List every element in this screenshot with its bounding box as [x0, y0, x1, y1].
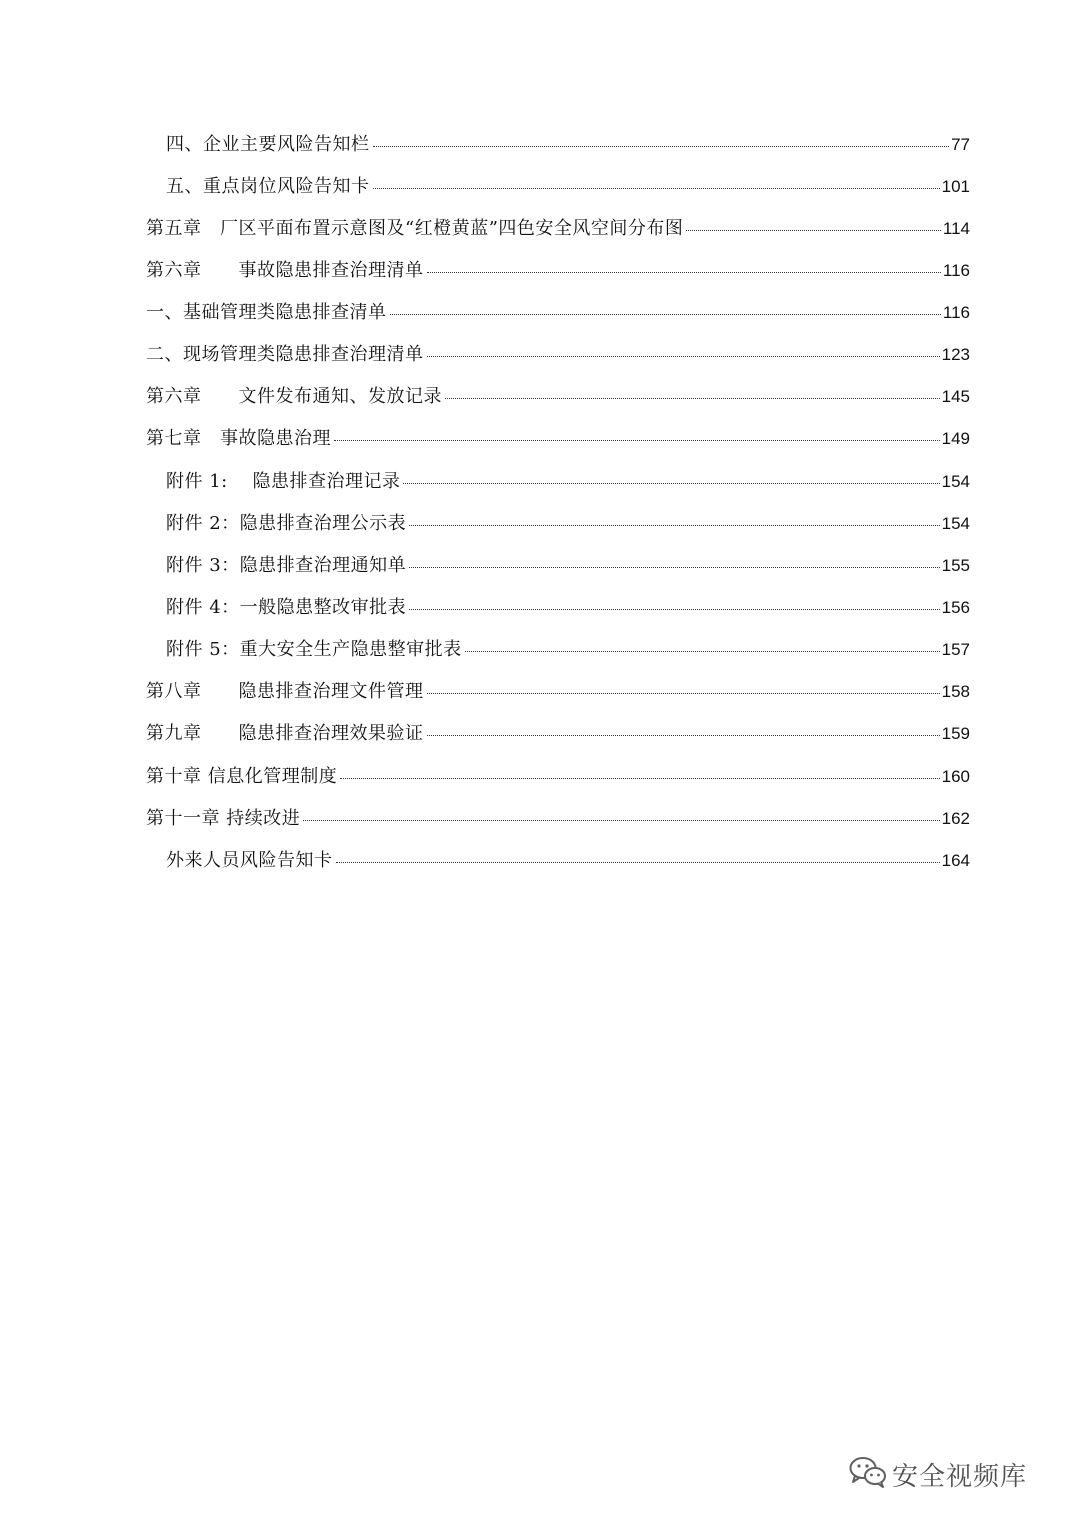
wechat-icon — [848, 1454, 892, 1494]
toc-entry — [0, 215, 1080, 243]
toc-dot-leader — [427, 735, 940, 736]
wechat-watermark — [848, 1452, 1027, 1496]
toc-dot-leader — [409, 609, 939, 610]
toc-entry-page: 158 — [941, 682, 970, 701]
toc-dot-leader — [390, 314, 941, 315]
toc-entry-page: 101 — [941, 177, 970, 196]
toc-entry — [0, 720, 1080, 748]
toc-entry-page: 145 — [941, 387, 970, 406]
toc-entry-page: 157 — [941, 640, 970, 659]
toc-entry-page: 160 — [941, 767, 970, 786]
toc-dot-leader — [409, 525, 939, 526]
toc-entry-title: 第九章 隐患排查治理效果验证 — [146, 723, 424, 744]
toc-entry — [0, 383, 1080, 411]
toc-entry-title: 第七章 事故隐患治理 — [146, 428, 331, 449]
toc-entry-page: 77 — [951, 135, 970, 154]
toc-dot-leader — [403, 483, 939, 484]
toc-entry — [0, 425, 1080, 453]
toc-entry-title: 第六章 事故隐患排查治理清单 — [146, 260, 424, 281]
toc-entry-page: 149 — [941, 429, 970, 448]
toc-entry — [0, 510, 1080, 538]
toc-entry — [0, 341, 1080, 369]
toc-entry-title: 第五章 厂区平面布置示意图及“红橙黄蓝”四色安全风空间分布图 — [146, 218, 684, 239]
toc-entry — [0, 594, 1080, 622]
toc-entry-page: 155 — [941, 556, 970, 575]
toc-entry-title: 四、企业主要风险告知栏 — [166, 134, 370, 155]
toc-entry-title: 外来人员风险告知卡 — [166, 850, 333, 871]
toc-entry-title: 一、基础管理类隐患排查清单 — [146, 302, 387, 323]
toc-entry-page: 164 — [941, 851, 970, 870]
toc-entry-title: 五、重点岗位风险告知卡 — [166, 176, 370, 197]
toc-entry-page: 116 — [942, 303, 970, 322]
toc-entry — [0, 468, 1080, 496]
toc-dot-leader — [373, 188, 940, 189]
toc-entry-page: 154 — [941, 472, 970, 491]
toc-dot-leader — [445, 398, 940, 399]
toc-entry — [0, 847, 1080, 875]
toc-entry — [0, 805, 1080, 833]
toc-entry — [0, 257, 1080, 285]
toc-entry — [0, 636, 1080, 664]
toc-entry-page: 154 — [941, 514, 970, 533]
toc-entry-title: 第八章 隐患排查治理文件管理 — [146, 681, 424, 702]
toc-entry-page: 123 — [941, 345, 970, 364]
toc-entry — [0, 552, 1080, 580]
toc-dot-leader — [427, 272, 941, 273]
toc-entry-page: 159 — [941, 724, 970, 743]
toc-entry-title: 附件 5：重大安全生产隐患整审批表 — [166, 639, 462, 660]
toc-entry-page: 162 — [941, 809, 970, 828]
toc-entry-title: 第十章 信息化管理制度 — [146, 766, 338, 787]
toc-entry-title: 二、现场管理类隐患排查治理清单 — [146, 344, 424, 365]
toc-entry — [0, 763, 1080, 791]
toc-dot-leader — [373, 146, 950, 147]
toc-entry-title: 附件 3：隐患排查治理通知单 — [166, 555, 407, 576]
toc-entry — [0, 173, 1080, 201]
toc-dot-leader — [340, 778, 939, 779]
toc-entry — [0, 678, 1080, 706]
toc-entry-page: 114 — [942, 219, 970, 238]
toc-entry — [0, 299, 1080, 327]
watermark-text: 安全视频库 — [892, 1461, 1028, 1492]
toc-dot-leader — [465, 651, 940, 652]
toc-dot-leader — [427, 693, 940, 694]
toc-entry-title: 附件 4：一般隐患整改审批表 — [166, 597, 407, 618]
toc-entry-title: 第六章 文件发布通知、发放记录 — [146, 386, 442, 407]
toc-dot-leader — [334, 440, 940, 441]
toc-dot-leader — [427, 356, 940, 357]
toc-entry-title: 第十一章 持续改进 — [146, 808, 301, 829]
toc-entry-title: 附件 2：隐患排查治理公示表 — [166, 513, 407, 534]
toc-dot-leader — [409, 567, 939, 568]
toc-dot-leader — [336, 862, 940, 863]
toc-entry-page: 156 — [941, 598, 970, 617]
toc-dot-leader — [303, 820, 939, 821]
toc-entry-page: 116 — [942, 261, 970, 280]
toc-entry — [0, 131, 1080, 159]
toc-dot-leader — [686, 230, 940, 231]
toc-entry-title: 附件 1: 隐患排查治理记录 — [166, 471, 401, 492]
